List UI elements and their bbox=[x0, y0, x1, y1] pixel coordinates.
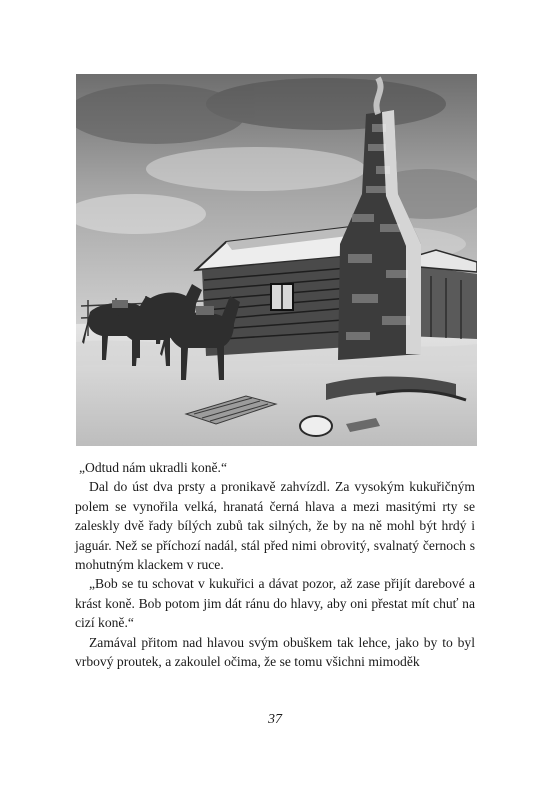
log-cabin-with-horses-illustration bbox=[76, 74, 477, 446]
paragraph-2: Dal do úst dva prsty a pronikavě zahvízdl. Za vysokým kukuřičným polem se vynořila velká, hranatá černá hlava a mezi masitými rty se zaleskly dvě řady bílých zubů tak silných, že by na ně mohl být hrdý i jaguár. Než se příchozí nadál, stál před nimi obrovitý, svalnatý černoch s mohutným klackem v ruce. bbox=[75, 479, 475, 573]
page-number: 37 bbox=[268, 712, 282, 727]
paragraph-3: „Bob se tu schovat v kukuřici a dávat pozor, až zase přijít darebové a krást koně. Bob potom jim dát ránu do hlavy, aby oni přestat mít chuť na cizí koně.“ bbox=[75, 576, 475, 631]
paragraph-1: „Odtud nám ukradli koně.“ bbox=[79, 460, 227, 475]
illustration-log-cabin bbox=[76, 74, 477, 446]
paragraph-4: Zamával přitom nad hlavou svým obuškem tak lehce, jako by to byl vrbový proutek, a zakoulel očima, že se tomu všichni mimoděk bbox=[75, 634, 475, 670]
page-text bbox=[75, 458, 475, 671]
